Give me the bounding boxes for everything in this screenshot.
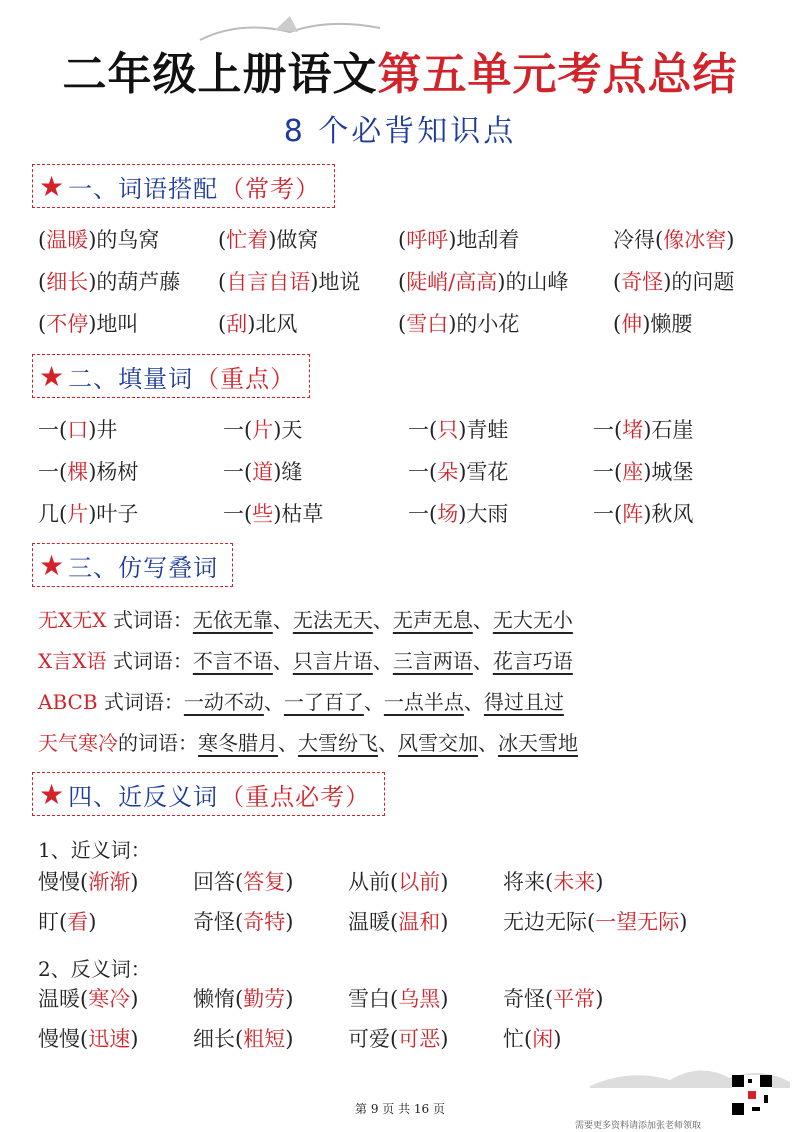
star-icon: ★ [39,777,65,811]
cell-answer: 寒冷 [88,987,131,1011]
item-cell [38,983,138,1013]
cell-answer: 以前 [398,870,441,894]
separator: 、 [278,731,298,755]
item-row [38,414,770,448]
separator: 、 [363,690,384,714]
cell-answer: 些 [252,502,274,526]
cell-prefix: ( [38,312,47,336]
item-cell [398,266,568,296]
cell-prefix: ( [398,228,407,252]
item-cell [223,456,302,486]
pattern-word: 寒冬腊月 [198,731,278,755]
item-cell [223,498,323,528]
item-cell [613,266,734,296]
item-cell [193,1023,293,1053]
cell-suffix: )石崖 [643,418,694,442]
cell-answer: 看 [67,910,89,934]
cell-prefix: 奇怪( [503,987,554,1011]
star-icon: ★ [39,548,65,582]
cell-prefix: 可爱( [348,1027,399,1051]
cell-answer: 迅速 [88,1027,131,1051]
cell-suffix: ) [130,1027,139,1051]
cell-suffix: )做窝 [268,228,319,252]
cell-answer: 口 [67,418,89,442]
cell-suffix: )秋风 [643,502,694,526]
item-cell [38,1023,138,1053]
cell-prefix: 一( [593,460,623,484]
cell-answer: 忙着 [226,228,269,252]
item-cell [503,866,603,896]
separator: 、 [272,608,293,632]
cell-prefix: ( [613,270,622,294]
cell-suffix: ) [130,870,139,894]
cell-prefix: 回答( [193,870,244,894]
item-cell [503,1023,561,1053]
cell-prefix: 无边无际( [503,910,596,934]
pattern-row [38,645,770,679]
item-row [38,266,770,300]
cell-prefix: ( [38,270,47,294]
pattern-type: 天气寒冷 [38,731,118,755]
cell-prefix: ( [398,312,407,336]
cell-answer: 雪白 [406,312,449,336]
cell-answer: 可恶 [398,1027,441,1051]
cell-prefix: 慢慢( [38,1027,89,1051]
cell-suffix: ) [553,1027,562,1051]
cell-suffix: )杨树 [88,460,139,484]
pattern-suffix: 式词语： [106,608,193,632]
pattern-word: 一了百了 [283,690,364,714]
item-cell [593,414,693,444]
cell-prefix: 雪白( [348,987,399,1011]
cell-prefix: 一( [38,418,68,442]
pattern-word: 花言巧语 [492,649,573,673]
cell-suffix: )叶子 [88,502,139,526]
cell-suffix: ) [440,870,449,894]
cell-prefix: 一( [38,460,68,484]
item-row [38,308,770,342]
item-cell [223,414,302,444]
cell-suffix: ) [595,870,604,894]
item-cell [348,1023,448,1053]
cell-suffix: )懒腰 [642,312,693,336]
item-cell [193,906,293,936]
cell-suffix: ) [440,987,449,1011]
item-cell [348,906,448,936]
cell-answer: 闲 [532,1027,554,1051]
pattern-word: 三言两语 [392,649,473,673]
item-cell [218,224,318,254]
cell-prefix: 几( [38,502,68,526]
synonyms-label: 1、近义词： [38,838,151,862]
item-cell [38,266,180,296]
pattern-row [38,604,770,638]
item-cell [348,866,448,896]
page-subtitle: 8 个必背知识点 [283,114,517,149]
cell-suffix: ) [595,987,604,1011]
cell-suffix: )雪花 [458,460,509,484]
pattern-word: 只言片语 [292,649,373,673]
item-cell [503,906,687,936]
cell-suffix: )枯草 [273,502,324,526]
cell-prefix: 盯( [38,910,68,934]
cell-suffix: )的葫芦藤 [88,270,181,294]
item-row [38,906,770,940]
cell-prefix: 温暖( [348,910,399,934]
cell-suffix: ) [285,1027,294,1051]
separator: 、 [463,690,484,714]
cell-suffix: )地叫 [88,312,139,336]
pattern-suffix: 式词语： [97,690,184,714]
cell-suffix: )天 [273,418,303,442]
item-row [38,224,770,258]
cell-suffix: ) [679,910,688,934]
cell-prefix: 温暖( [38,987,89,1011]
star-icon: ★ [39,359,65,393]
item-row [38,1023,770,1057]
cell-answer: 朵 [437,460,459,484]
item-cell [38,456,138,486]
separator: 、 [263,690,284,714]
item-cell [38,224,159,254]
cell-prefix: 一( [223,418,253,442]
separator: 、 [378,731,398,755]
item-cell [38,308,138,338]
pattern-word: 无大无小 [492,608,573,632]
separator: 、 [272,649,293,673]
item-cell [593,456,693,486]
cell-suffix: ) [285,987,294,1011]
cell-answer: 棵 [67,460,89,484]
section-1-heading: ★ 一、词语搭配 （常考） [32,164,335,208]
item-cell [38,414,117,444]
cell-prefix: 一( [593,502,623,526]
cell-prefix: 一( [593,418,623,442]
cell-suffix: ) [440,1027,449,1051]
item-row [38,983,770,1017]
cell-suffix: ) [88,910,97,934]
antonyms-label: 2、反义词： [38,957,151,981]
page-title: 二年级上册语文第五单元考点总结 [62,49,738,100]
item-cell [408,498,508,528]
cell-suffix: )地刮着 [448,228,520,252]
pattern-word: 得过且过 [483,690,564,714]
cell-suffix: )的鸟窝 [88,228,160,252]
item-row [38,456,770,490]
cell-suffix: ) [726,228,735,252]
cell-prefix: 懒惰( [193,987,244,1011]
footer-note: 需要更多资料请添加张老师领取 [575,1121,702,1131]
cell-suffix: ) [285,910,294,934]
item-cell [613,308,692,338]
item-cell [38,906,96,936]
cell-suffix: )井 [88,418,118,442]
item-cell [593,498,693,528]
pattern-line [38,727,578,756]
pattern-word: 无声无息 [392,608,473,632]
item-cell [408,414,508,444]
cell-answer: 温暖 [46,228,89,252]
item-cell [408,456,508,486]
cell-answer: 座 [622,460,644,484]
pattern-suffix: 式词语： [106,649,193,673]
cell-suffix: )缝 [273,460,303,484]
cell-answer: 呼呼 [406,228,449,252]
item-cell [348,983,448,1013]
separator: 、 [478,731,498,755]
cell-answer: 乌黑 [398,987,441,1011]
item-cell [193,866,293,896]
cell-answer: 道 [252,460,274,484]
cell-answer: 刮 [226,312,248,336]
cell-answer: 粗短 [243,1027,286,1051]
item-cell [193,983,293,1013]
separator: 、 [372,608,393,632]
cell-suffix: )的小花 [448,312,520,336]
cell-prefix: 一( [408,502,438,526]
item-cell [398,308,519,338]
section-4-heading: ★ 四、近反义词 （重点必考） [32,772,385,816]
qr-code-icon [732,1075,772,1115]
item-cell [218,308,297,338]
cell-prefix: 一( [408,460,438,484]
cell-answer: 不停 [46,312,89,336]
pattern-type: ABCB [38,690,98,714]
cell-answer: 场 [437,502,459,526]
cell-answer: 只 [437,418,459,442]
cell-answer: 陡峭/高高 [406,270,498,294]
cell-prefix: 一( [408,418,438,442]
pattern-line [38,645,573,674]
cell-prefix: ( [218,312,227,336]
pattern-row [38,727,770,761]
pattern-type: 无X无X [38,608,107,632]
cell-answer: 渐渐 [88,870,131,894]
cell-suffix: )北风 [247,312,298,336]
cell-prefix: 一( [223,460,253,484]
cell-answer: 伸 [621,312,643,336]
cell-prefix: ( [398,270,407,294]
cell-prefix: 细长( [193,1027,244,1051]
cell-answer: 未来 [553,870,596,894]
pattern-word: 无法无天 [292,608,373,632]
pattern-word: 冰天雪地 [498,731,578,755]
cell-answer: 像冰窖 [663,228,727,252]
item-cell [38,498,138,528]
pattern-word: 不言不语 [192,649,273,673]
cell-prefix: 忙( [503,1027,533,1051]
cell-answer: 平常 [553,987,596,1011]
item-cell [503,983,603,1013]
cell-suffix: ) [440,910,449,934]
pattern-line [38,604,573,633]
pattern-line [38,686,564,715]
star-icon: ★ [39,169,65,203]
cell-suffix: ) [285,870,294,894]
separator: 、 [372,649,393,673]
cell-prefix: 将来( [503,870,554,894]
cell-prefix: ( [218,270,227,294]
section-2-heading: ★ 二、填量词 （重点） [32,354,310,398]
cell-prefix: 从前( [348,870,399,894]
item-cell [398,224,519,254]
separator: 、 [472,649,493,673]
item-row [38,498,770,532]
item-row [38,866,770,900]
separator: 、 [472,608,493,632]
cell-answer: 一望无际 [595,910,680,934]
pattern-word: 一动不动 [183,690,264,714]
cell-answer: 温和 [398,910,441,934]
cell-prefix: ( [613,312,622,336]
item-cell [613,224,734,254]
page-footer: 第 9 页 共 16 页 [355,1102,445,1116]
item-cell [38,866,138,896]
cell-suffix: )大雨 [458,502,509,526]
cell-answer: 勤劳 [243,987,286,1011]
pattern-row [38,686,770,720]
cell-suffix: )的问题 [663,270,735,294]
cell-answer: 堵 [622,418,644,442]
cell-answer: 片 [252,418,274,442]
section-3-heading: ★ 三、仿写叠词 [32,543,233,587]
cell-prefix: 冷得( [613,228,664,252]
cell-answer: 奇怪 [621,270,664,294]
cell-suffix: )城堡 [643,460,694,484]
cell-answer: 奇特 [243,910,286,934]
cell-suffix: ) [130,987,139,1011]
cell-suffix: )地说 [310,270,361,294]
cell-answer: 细长 [46,270,89,294]
cell-prefix: 奇怪( [193,910,244,934]
cell-answer: 答复 [243,870,286,894]
pattern-suffix: 的词语： [118,731,198,755]
pattern-word: 大雪纷飞 [298,731,378,755]
cell-suffix: )青蛙 [458,418,509,442]
pattern-type: X言X语 [38,649,107,673]
cell-answer: 阵 [622,502,644,526]
pattern-word: 风雪交加 [398,731,478,755]
cell-answer: 片 [67,502,89,526]
cell-prefix: ( [218,228,227,252]
pattern-word: 一点半点 [383,690,464,714]
cell-suffix: )的山峰 [497,270,569,294]
cell-prefix: 慢慢( [38,870,89,894]
pattern-word: 无依无靠 [192,608,273,632]
cell-answer: 自言自语 [226,270,311,294]
cell-prefix: 一( [223,502,253,526]
cell-prefix: ( [38,228,47,252]
item-cell [218,266,360,296]
